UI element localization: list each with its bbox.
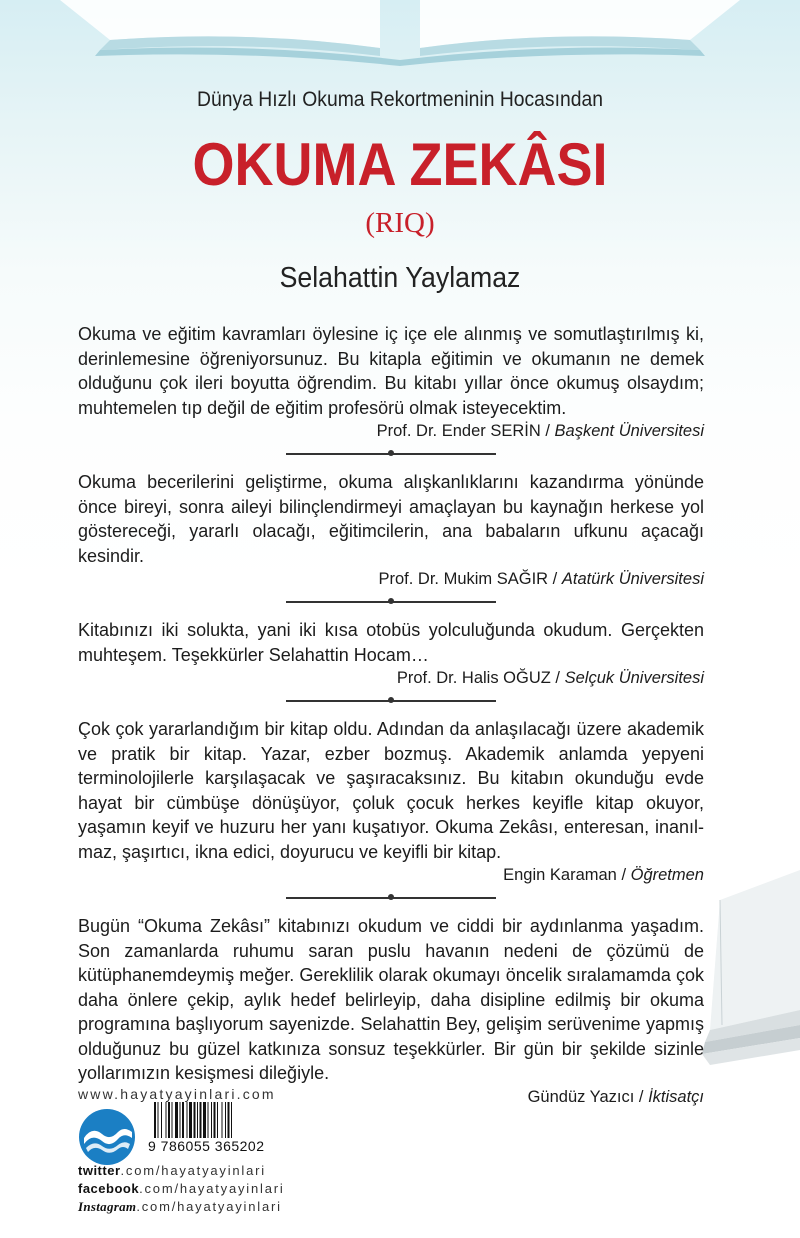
social-link-path: .com/hayatyayinlari	[139, 1181, 285, 1196]
testimonial-attribution: Engin Karaman / Öğretmen	[503, 866, 704, 884]
testimonial-text: Çok çok yararlandığım bir kitap oldu. Adından da anlaşılacağı üzere akademik ve pratik bir kitap. Yazar, ezber bozmuş. Akademik anlamda yepyeni terminolojilerle karşılaşacak ve şaşıracaksınız. Bu kitabın okunduğu evde hayat bir cümbüşe dönüşüyor, çoluk çocuk herkes keyifle kitap okuyor, yaşamın keyif ve huzuru her yanı kuşatıyor. Okuma Zekâsı, enteresan, inanılmaz, şaşırtıcı, ikna edici, doyurucu ve keyifli bir kitap.	[78, 719, 704, 862]
instagram-brand-label: Instagram	[78, 1199, 137, 1214]
testimonial-name: Prof. Dr. Halis OĞUZ	[396, 669, 551, 687]
isbn-number: 9 786055 365202	[148, 1138, 265, 1154]
testimonial-name: Gündüz Yazıcı	[527, 1087, 635, 1106]
separator	[286, 892, 496, 902]
testimonial-name: Prof. Dr. Mukim SAĞIR	[378, 570, 549, 588]
testimonial-affiliation: Öğretmen	[630, 866, 704, 884]
testimonial-affiliation: İktisatçı	[648, 1087, 704, 1106]
testimonial-text: Bugün “Okuma Zekâsı” kitabınızı okudum ve ciddi bir aydınlanma yaşadım. Son zamanlarda ruhumu saran puslu havanın nedeni de çözümü de kütüphanemdeymiş meğer. Gereklilik olarak okumayı öncelik sıralamamda çok daha önlere çekip, aylık hedef belirleyip, daha disipline edilmiş bir okuma programına başlıyorum sayenizde. Selahattin Bey, gelişim serüvenime yapmış olduğunuz bu güzel katkınıza sonsuz teşekkürler. Bir gün bir şekilde sizinle yollarımızın kesişmesi dileğiyle.	[78, 916, 704, 1083]
social-link-instagram[interactable]	[78, 1199, 282, 1215]
book-illustration-top	[0, 0, 800, 70]
publisher-logo-icon	[78, 1108, 136, 1166]
testimonial-affiliation: Atatürk Üniversitesi	[561, 570, 704, 588]
testimonial-text: Kitabınızı iki solukta, yani iki kısa otobüs yolculuğunda okudum. Gerçekten muhteşem. Teşekkürler Selahattin Hocam…	[78, 620, 704, 665]
testimonial-name: Engin Karaman	[503, 866, 617, 884]
testimonial-attribution: Prof. Dr. Ender SERİN / Başkent Üniversitesi	[376, 422, 704, 440]
book-title: OKUMA ZEKÂSI	[192, 131, 608, 198]
separator	[286, 448, 496, 458]
testimonial	[78, 322, 704, 442]
social-link-path: .com/hayatyayinlari	[120, 1163, 266, 1178]
social-link-twitter[interactable]	[78, 1163, 266, 1178]
book-title-abbreviation: (RIQ)	[365, 207, 435, 239]
testimonial-affiliation: Başkent Üniversitesi	[554, 422, 704, 440]
testimonial-name: Prof. Dr. Ender SERİN	[376, 422, 541, 440]
testimonial-attribution: Prof. Dr. Halis OĞUZ / Selçuk Üniversitesi	[396, 669, 704, 687]
separator	[286, 596, 496, 606]
book-subtitle: Dünya Hızlı Okuma Rekortmeninin Hocasından	[197, 88, 603, 111]
separator	[286, 695, 496, 705]
twitter-brand-label: twitter	[78, 1163, 121, 1178]
testimonial	[78, 914, 704, 1108]
testimonial-affiliation: Selçuk Üniversitesi	[564, 669, 704, 687]
testimonial-text: Okuma becerilerini geliştirme, okuma alışkanlıklarını kazandırma yönünde önce bireyi, sonra aileyi bilinçlendirmeyi amaçlayan bu kaynağın herkese yol göstereceği, yararlı olacağı, eğitimcilerin, ana babaların ufkunu açacağı kesindir.	[78, 472, 704, 566]
facebook-brand-label: facebook	[78, 1181, 140, 1196]
testimonials	[78, 322, 704, 1108]
author-name: Selahattin Yaylamaz	[279, 262, 521, 294]
testimonial-text: Okuma ve eğitim kavramları öylesine iç içe ele alınmış ve somutlaştırılmış ki, derinlemesine öğreniyorsunuz. Bu kitapla eğitimin ve okumanın ne demek olduğunu çok ileri boyutta öğrendim. Bu kitabı yıllar önce okumuş olsaydım; muhtemelen tıp değil de eğitim profesörü olmak isteyecektim.	[78, 324, 704, 418]
testimonial	[78, 618, 704, 689]
publisher-website[interactable]: www.hayatyayinlari.com	[78, 1086, 276, 1102]
social-link-path: .com/hayatyayinlari	[136, 1199, 282, 1214]
testimonial-attribution: Prof. Dr. Mukim SAĞIR / Atatürk Üniversitesi	[378, 570, 704, 588]
social-link-facebook[interactable]	[78, 1181, 285, 1196]
testimonial	[78, 470, 704, 590]
testimonial	[78, 717, 704, 886]
testimonial-attribution: Gündüz Yazıcı / İktisatçı	[527, 1087, 704, 1106]
